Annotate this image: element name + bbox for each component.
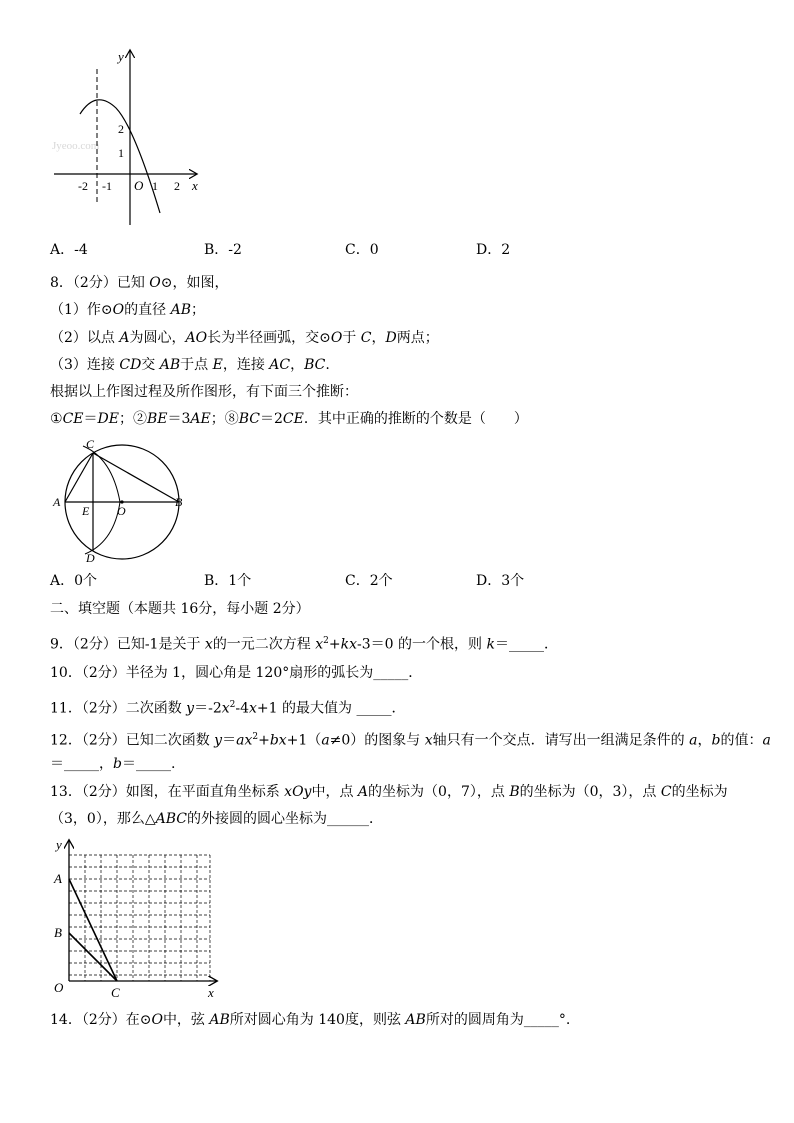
option-value: 1个 xyxy=(228,573,252,589)
q12-text-line2: ＝_____，b＝_____. xyxy=(50,756,176,772)
q13-coordinate-grid xyxy=(50,835,225,1005)
option-value: 2 xyxy=(501,242,511,258)
q8-claims: ①CE＝DE；②BE＝3AE；⑧BC＝2CE．其中正确的推断的个数是（ ） xyxy=(50,411,528,427)
q13-text-line2: （3，0），那么△ABC的外接圆的圆心坐标为______． xyxy=(50,811,383,827)
segment-bc xyxy=(69,933,117,981)
construction-arc xyxy=(83,446,120,554)
segment-ac xyxy=(65,453,93,502)
x-tick-neg1: -1 xyxy=(102,179,112,193)
x-tick-1: 1 xyxy=(152,179,158,193)
q7-option-d[interactable] xyxy=(476,242,510,258)
label-c: C xyxy=(111,985,120,1000)
option-value: -2 xyxy=(228,242,242,258)
segment-bc xyxy=(93,453,179,502)
label-a: A xyxy=(53,495,61,509)
q11-text: 11．（2分）二次函数 $y=-2x^2-4x+1$ 的最大值为 _____． xyxy=(50,700,406,717)
q8-step-2: （2）以点 A为圆心，AO长为半径画弧，交⊙O于 C，D两点； xyxy=(50,330,439,346)
option-letter: A． xyxy=(50,242,75,258)
q12-text-line1: 12．（2分）已知二次函数 $y=ax^2+bx+1(a\ne 0)$的图象与 x轴只有一个交点．请写出一组满足条件的 a，b的值：a xyxy=(50,732,771,749)
option-letter: B． xyxy=(204,573,229,589)
label-d: D xyxy=(86,551,95,565)
y-axis-label: y xyxy=(118,49,124,64)
option-letter: D． xyxy=(476,242,502,258)
label-b: B xyxy=(175,495,183,509)
option-letter: D． xyxy=(476,573,502,589)
y-tick-2: 2 xyxy=(118,122,124,136)
q8-judge-line: 根据以上作图过程及所作图形，有下面三个推断： xyxy=(50,384,358,400)
label-b: B xyxy=(54,925,62,940)
q8-step-3: （3）连接 CD交 AB于点 E，连接 AC，BC. xyxy=(50,357,330,373)
option-letter: B． xyxy=(204,242,229,258)
option-letter: A． xyxy=(50,573,75,589)
label-o: O xyxy=(117,504,126,518)
origin-label: O xyxy=(134,178,144,193)
segment-ac xyxy=(69,879,117,981)
option-letter: C． xyxy=(345,573,370,589)
label-e: E xyxy=(82,504,90,518)
q8-option-b[interactable] xyxy=(204,573,251,589)
q7-option-c[interactable] xyxy=(345,242,379,258)
q8-option-d[interactable] xyxy=(476,573,524,589)
label-a: A xyxy=(54,871,62,886)
q7-option-b[interactable] xyxy=(204,242,242,258)
q7-parabola-graph xyxy=(48,45,208,230)
q8-circle-figure xyxy=(50,436,195,566)
label-o: O xyxy=(54,980,64,995)
q10-text: 10．（2分）半径为 1，圆心角是 120°扇形的弧长为_____． xyxy=(50,665,423,681)
x-axis-label: x xyxy=(192,178,198,193)
y-tick-1: 1 xyxy=(118,146,124,160)
q14-text: 14．（2分）在⊙O中，弦 AB所对圆心角为 140度，则弦 AB所对的圆周角为_____°. xyxy=(50,1012,571,1028)
option-value: 0个 xyxy=(74,573,98,589)
q8-step-1: （1）作⊙O的直径 AB； xyxy=(50,302,205,318)
label-x: x xyxy=(208,985,214,1000)
label-c: C xyxy=(86,437,95,451)
q8-option-a[interactable] xyxy=(50,573,97,589)
q8-stem: 8．（2分）已知 O⊙，如图， xyxy=(50,275,229,291)
option-value: 3个 xyxy=(501,573,525,589)
option-letter: C． xyxy=(345,242,370,258)
grid-dashed-lines xyxy=(69,855,210,981)
label-y: y xyxy=(56,837,62,852)
q7-option-a[interactable] xyxy=(50,242,88,258)
q13-text-line1: 13．（2分）如图，在平面直角坐标系 xOy中，点 A的坐标为（0，7），点 B的坐标为（0，3），点 C的坐标为 xyxy=(50,784,728,800)
section-heading: 二、填空题（本题共 16分，每小题 2分） xyxy=(50,601,310,617)
option-value: 2个 xyxy=(369,573,393,589)
option-value: 0 xyxy=(369,242,379,258)
x-tick-neg2: -2 xyxy=(78,179,88,193)
x-tick-2: 2 xyxy=(174,179,180,193)
option-value: -4 xyxy=(74,242,88,258)
watermark-text: Jyeoo.com xyxy=(52,140,100,152)
q8-option-c[interactable] xyxy=(345,573,393,589)
q9-text: 9．（2分）已知-1是关于 x的一元二次方程 $x^2+kx-3=0$ 的一个根，则 k＝_____． xyxy=(50,636,558,653)
